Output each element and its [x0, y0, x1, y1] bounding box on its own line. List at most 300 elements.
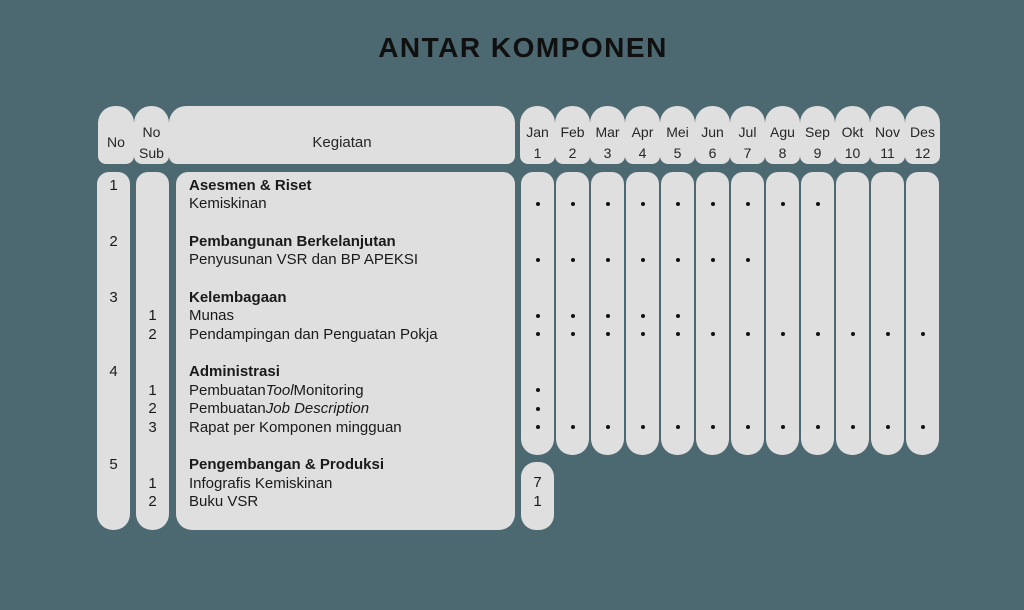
kegiatan-activity-label	[176, 400, 515, 419]
month-number: 8	[778, 144, 787, 161]
month-header-pill	[590, 106, 625, 164]
header-kegiatan-label: Kegiatan	[312, 134, 372, 151]
month-title-spacer	[661, 176, 694, 195]
month-cell	[906, 418, 939, 437]
activity-dot	[816, 332, 820, 336]
activity-dot	[711, 332, 715, 336]
activity-dot	[746, 258, 750, 262]
group-gap	[836, 344, 869, 363]
header-no-label: No	[107, 134, 125, 150]
month-name: Feb	[560, 123, 585, 140]
no-sub-cell: 1	[148, 474, 157, 492]
month-cell	[661, 400, 694, 419]
month-cell	[556, 325, 589, 344]
month-cell	[801, 251, 834, 270]
group-gap	[626, 269, 659, 288]
group-gap	[591, 437, 624, 456]
kegiatan-activity-label	[176, 307, 515, 326]
group-gap	[97, 437, 130, 456]
group-gap	[626, 344, 659, 363]
header-kegiatan	[169, 106, 515, 164]
activity-dot	[676, 425, 680, 429]
group-gap	[766, 437, 799, 456]
month-name: Nov	[875, 123, 900, 140]
header-no-sub-line1: No	[142, 123, 161, 140]
activity-label-part: Munas	[189, 307, 235, 325]
month-title-spacer	[766, 232, 799, 251]
month-cell	[661, 381, 694, 400]
no-sub-column	[136, 172, 169, 530]
month-title-spacer	[836, 232, 869, 251]
month-cell	[696, 251, 729, 270]
month-cell	[556, 400, 589, 419]
month-number: 3	[603, 144, 612, 161]
no-cell	[97, 381, 130, 400]
month-number: 6	[708, 144, 717, 161]
month-cell	[766, 325, 799, 344]
activity-dot	[536, 425, 540, 429]
month-title-spacer	[906, 176, 939, 195]
group-gap	[176, 213, 515, 232]
month-cell	[836, 418, 869, 437]
group-gap	[136, 344, 169, 363]
month-cell	[661, 195, 694, 214]
month-header-pill	[520, 106, 555, 164]
month-title-spacer	[556, 363, 589, 382]
month-title-spacer	[626, 288, 659, 307]
month-cell	[661, 418, 694, 437]
group-gap	[556, 437, 589, 456]
month-number: 11	[880, 144, 895, 161]
month-cell	[556, 307, 589, 326]
month-cell	[871, 195, 904, 214]
no-cell	[97, 307, 130, 326]
activity-label-italic-part: Job Description	[265, 400, 370, 418]
month-column	[626, 172, 659, 455]
month-cell	[766, 251, 799, 270]
activity-dot	[571, 314, 575, 318]
month-title-spacer	[871, 363, 904, 382]
month-cell	[556, 195, 589, 214]
month-title-spacer	[801, 363, 834, 382]
month-cell	[591, 325, 624, 344]
no-sub-cell	[136, 288, 169, 307]
group-gap	[556, 344, 589, 363]
activity-dot	[606, 332, 610, 336]
month-title-spacer	[661, 363, 694, 382]
group-gap	[836, 213, 869, 232]
month-header-pill	[695, 106, 730, 164]
month-title-spacer	[521, 363, 554, 382]
no-cell	[97, 493, 130, 512]
group-gap	[801, 344, 834, 363]
group-gap	[836, 269, 869, 288]
month-column	[801, 172, 834, 455]
month-cell	[871, 251, 904, 270]
month-cell	[906, 400, 939, 419]
month-name: Agu	[770, 123, 795, 140]
month-number: 7	[743, 144, 752, 161]
month-column	[871, 172, 904, 455]
month-cell	[556, 251, 589, 270]
month-name: Sep	[805, 123, 830, 140]
month-column	[766, 172, 799, 455]
month-cell	[696, 418, 729, 437]
group-gap	[97, 269, 130, 288]
month-cell	[801, 381, 834, 400]
no-cell	[97, 325, 130, 344]
activity-label-part: Infografis Kemiskinan	[189, 474, 333, 492]
kegiatan-activity-label	[176, 381, 515, 400]
month-cell	[696, 325, 729, 344]
activity-dot	[676, 258, 680, 262]
month-cell	[521, 400, 554, 419]
month-cell	[591, 400, 624, 419]
group-gap	[906, 344, 939, 363]
activity-label-part: Monitoring	[293, 381, 364, 399]
month-cell	[521, 418, 554, 437]
header-no-sub-line2: Sub	[139, 144, 164, 161]
activity-dot	[746, 202, 750, 206]
month-title-spacer	[766, 363, 799, 382]
month-cell	[871, 325, 904, 344]
group-gap	[556, 213, 589, 232]
month-title-spacer	[871, 288, 904, 307]
activity-dot	[816, 202, 820, 206]
group-gap	[801, 437, 834, 456]
month-cell	[801, 307, 834, 326]
month-cell	[731, 418, 764, 437]
month-title-spacer	[731, 176, 764, 195]
group-gap	[176, 344, 515, 363]
month-name: Jan	[526, 123, 549, 140]
activity-dot	[781, 332, 785, 336]
month-cell	[661, 307, 694, 326]
month-header-pill	[555, 106, 590, 164]
month-cell	[801, 400, 834, 419]
activity-dot	[851, 332, 855, 336]
month-title-spacer	[906, 288, 939, 307]
month-cell	[521, 251, 554, 270]
month-name: Okt	[841, 123, 864, 140]
activity-dot	[711, 202, 715, 206]
month-cell	[591, 195, 624, 214]
month-cell	[696, 381, 729, 400]
month-title-spacer	[801, 176, 834, 195]
month-title-spacer	[696, 176, 729, 195]
month-header-pill	[730, 106, 765, 164]
group-gap	[521, 269, 554, 288]
no-cell: 2	[109, 232, 118, 250]
activity-dot	[571, 258, 575, 262]
month-title-spacer	[591, 176, 624, 195]
month-cell	[766, 400, 799, 419]
month-cell	[801, 418, 834, 437]
activity-dot	[676, 202, 680, 206]
month-title-spacer	[906, 232, 939, 251]
no-sub-cell: 2	[148, 400, 157, 418]
month-cell	[661, 325, 694, 344]
no-cell: 1	[109, 176, 118, 194]
month-column	[731, 172, 764, 455]
jan-extra-pill	[521, 462, 554, 530]
month-title-spacer	[591, 288, 624, 307]
month-header-pill	[765, 106, 800, 164]
month-title-spacer	[696, 232, 729, 251]
activity-dot	[641, 314, 645, 318]
month-title-spacer	[836, 176, 869, 195]
group-gap	[871, 213, 904, 232]
month-column	[836, 172, 869, 455]
kegiatan-activity-label	[176, 474, 515, 493]
group-gap	[176, 269, 515, 288]
no-cell	[97, 418, 130, 437]
month-cell	[556, 381, 589, 400]
no-sub-cell: 2	[148, 493, 157, 511]
group-gap	[661, 437, 694, 456]
month-header-pill	[870, 106, 905, 164]
jan-count-value: 1	[533, 492, 542, 510]
month-cell	[836, 325, 869, 344]
activity-dot	[606, 202, 610, 206]
month-header-pill	[905, 106, 940, 164]
month-cell	[871, 381, 904, 400]
group-gap	[136, 437, 169, 456]
month-cell	[801, 325, 834, 344]
activity-dot	[676, 332, 680, 336]
no-sub-cell	[136, 176, 169, 195]
activity-dot	[606, 258, 610, 262]
no-sub-cell	[136, 232, 169, 251]
month-cell	[591, 307, 624, 326]
activity-dot	[746, 332, 750, 336]
month-cell	[521, 307, 554, 326]
activity-dot	[816, 425, 820, 429]
month-title-spacer	[521, 176, 554, 195]
activity-dot	[711, 258, 715, 262]
activity-dot	[641, 202, 645, 206]
page-title: ANTAR KOMPONEN	[378, 32, 668, 63]
group-gap	[696, 213, 729, 232]
month-name: Apr	[631, 123, 654, 140]
group-gap	[136, 269, 169, 288]
month-cell	[906, 307, 939, 326]
no-cell	[97, 474, 130, 493]
month-number: 5	[673, 144, 682, 161]
group-gap	[97, 213, 130, 232]
month-cell	[626, 251, 659, 270]
month-number: 2	[568, 144, 577, 161]
kegiatan-group-title: Administrasi	[189, 363, 280, 381]
month-name: Jul	[738, 123, 757, 140]
no-cell	[97, 251, 130, 270]
month-cell	[871, 400, 904, 419]
kegiatan-activity-label	[176, 325, 515, 344]
group-gap	[521, 213, 554, 232]
month-title-spacer	[731, 288, 764, 307]
activity-dot	[641, 258, 645, 262]
kegiatan-group-title: Pengembangan & Produksi	[189, 456, 385, 474]
activity-dot	[536, 332, 540, 336]
month-title-spacer	[801, 288, 834, 307]
month-title-spacer	[661, 232, 694, 251]
month-number: 10	[844, 144, 861, 161]
kegiatan-column	[176, 172, 515, 530]
activity-dot	[571, 332, 575, 336]
group-gap	[97, 344, 130, 363]
month-cell	[836, 251, 869, 270]
month-cell	[626, 195, 659, 214]
activity-label-part: Pembuatan	[189, 381, 266, 399]
activity-dot	[781, 425, 785, 429]
group-gap	[136, 213, 169, 232]
month-cell	[836, 195, 869, 214]
month-title-spacer	[521, 288, 554, 307]
no-column	[97, 172, 130, 530]
month-cell	[731, 325, 764, 344]
month-cell	[696, 307, 729, 326]
activity-dot	[781, 202, 785, 206]
group-gap	[176, 437, 515, 456]
month-number: 4	[638, 144, 647, 161]
group-gap	[731, 213, 764, 232]
no-sub-cell: 3	[148, 418, 157, 436]
activity-dot	[536, 407, 540, 411]
month-cell	[626, 325, 659, 344]
month-column	[906, 172, 939, 455]
month-column	[521, 172, 554, 455]
group-gap	[591, 213, 624, 232]
activity-dot	[571, 425, 575, 429]
month-cell	[766, 418, 799, 437]
header-no-sub	[134, 106, 169, 164]
no-cell: 5	[109, 456, 118, 474]
group-gap	[626, 437, 659, 456]
group-gap	[661, 344, 694, 363]
kegiatan-activity-label	[176, 251, 515, 270]
group-gap	[906, 437, 939, 456]
month-name: Jun	[701, 123, 724, 140]
group-gap	[591, 344, 624, 363]
group-gap	[731, 437, 764, 456]
group-gap	[906, 213, 939, 232]
month-cell	[906, 195, 939, 214]
group-gap	[836, 437, 869, 456]
month-title-spacer	[871, 232, 904, 251]
month-cell	[696, 195, 729, 214]
month-name: Mar	[595, 123, 620, 140]
activity-dot	[536, 388, 540, 392]
month-cell	[696, 400, 729, 419]
group-gap	[591, 269, 624, 288]
no-sub-cell: 1	[148, 381, 157, 399]
month-number: 12	[914, 144, 931, 161]
no-sub-cell: 1	[148, 307, 157, 325]
month-title-spacer	[696, 363, 729, 382]
group-gap	[696, 269, 729, 288]
activity-dot	[921, 332, 925, 336]
activity-label-part: Pendampingan dan Penguatan Pokja	[189, 325, 438, 343]
month-title-spacer	[836, 363, 869, 382]
no-sub-cell	[136, 195, 169, 214]
kegiatan-group-title: Kelembagaan	[189, 288, 287, 306]
month-cell	[661, 251, 694, 270]
month-cell	[731, 251, 764, 270]
group-gap	[801, 269, 834, 288]
month-title-spacer	[766, 288, 799, 307]
group-gap	[906, 269, 939, 288]
kegiatan-group-title: Pembangunan Berkelanjutan	[189, 232, 396, 250]
month-title-spacer	[591, 232, 624, 251]
month-header-pill	[625, 106, 660, 164]
jan-count-value: 7	[533, 474, 542, 492]
no-sub-cell	[136, 251, 169, 270]
group-gap	[661, 269, 694, 288]
no-sub-cell: 2	[148, 325, 157, 343]
kegiatan-activity-label	[176, 493, 515, 512]
month-title-spacer	[906, 363, 939, 382]
no-cell: 4	[109, 363, 118, 381]
no-cell	[97, 195, 130, 214]
month-column	[661, 172, 694, 455]
month-cell	[906, 325, 939, 344]
group-gap	[871, 344, 904, 363]
no-cell: 3	[109, 288, 118, 306]
month-title-spacer	[521, 232, 554, 251]
month-cell	[836, 307, 869, 326]
activity-label-part: Kemiskinan	[189, 195, 267, 213]
activity-label-part: Buku VSR	[189, 493, 259, 511]
month-title-spacer	[836, 288, 869, 307]
group-gap	[731, 344, 764, 363]
month-title-spacer	[556, 176, 589, 195]
group-gap	[696, 437, 729, 456]
activity-dot	[641, 425, 645, 429]
activity-dot	[676, 314, 680, 318]
month-title-spacer	[591, 363, 624, 382]
kegiatan-activity-label	[176, 195, 515, 214]
group-gap	[766, 213, 799, 232]
group-gap	[626, 213, 659, 232]
activity-dot	[606, 314, 610, 318]
month-title-spacer	[556, 232, 589, 251]
group-gap	[521, 437, 554, 456]
group-gap	[661, 213, 694, 232]
activity-dot	[641, 332, 645, 336]
month-title-spacer	[661, 288, 694, 307]
month-number: 1	[533, 144, 542, 161]
month-cell	[871, 418, 904, 437]
activity-label-part: Rapat per Komponen mingguan	[189, 418, 402, 436]
activity-dot	[571, 202, 575, 206]
month-cell	[521, 381, 554, 400]
month-cell	[521, 195, 554, 214]
group-gap	[556, 269, 589, 288]
month-title-spacer	[871, 176, 904, 195]
month-title-spacer	[801, 232, 834, 251]
month-cell	[731, 381, 764, 400]
no-sub-cell	[136, 363, 169, 382]
month-header-pill	[800, 106, 835, 164]
group-gap	[766, 269, 799, 288]
group-gap	[801, 213, 834, 232]
month-cell	[801, 195, 834, 214]
month-number: 9	[813, 144, 822, 161]
month-cell	[836, 381, 869, 400]
month-name: Des	[910, 123, 935, 140]
month-title-spacer	[626, 363, 659, 382]
month-cell	[766, 307, 799, 326]
